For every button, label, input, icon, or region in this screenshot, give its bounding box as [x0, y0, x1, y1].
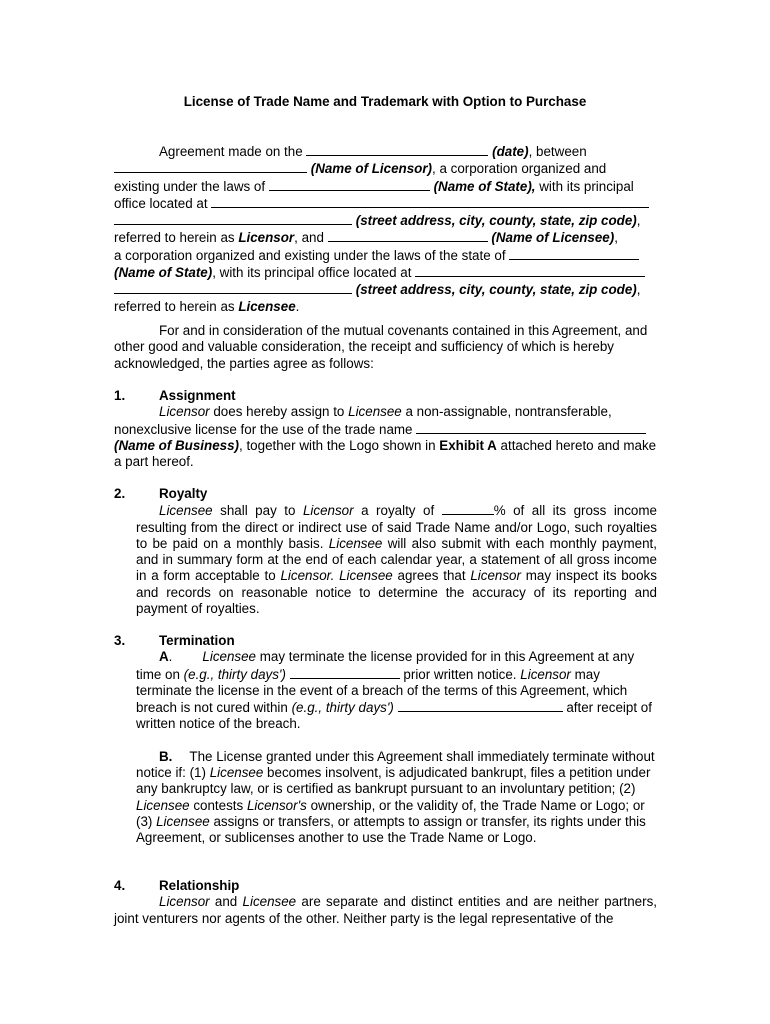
licensor-office-blank[interactable] [211, 195, 649, 208]
royalty-percent-blank[interactable] [442, 502, 494, 515]
licensor-name-blank[interactable] [114, 160, 307, 173]
section-relationship: 4. Relationship Licensor and Licensee are separate and distinct entities and are neither partners, joint venturers nor agents of the other. Neither party is the legal representative of the [114, 878, 657, 926]
licensee-name-blank[interactable] [328, 229, 488, 242]
section-assignment: 1. Assignment Licensor does hereby assign to Licensee a non-assignable, nontransferable, nonexclusive license for the use of the trade name (Name of Business), together with the Logo shown in Exhibit A attached hereto and make a part hereof. [114, 388, 657, 470]
section-heading: Royalty [159, 486, 208, 501]
document-title: License of Trade Name and Trademark with Option to Purchase [183, 94, 587, 109]
trade-name-blank[interactable] [416, 421, 646, 434]
section-royalty: 2. Royalty Licensee shall pay to Licensor a royalty of % of all its gross income resulting from the direct or indirect use of said Trade Name and/or Logo, such royalties to be paid on a monthly basis. Licensee will also submit with each monthly payment, and in summary form at the end of each calendar year, a statement of all gross income in a form acceptable to Licensor. Licensee agrees that Licensor may inspect its books and records on reasonable notice to determine the accuracy of its reporting and payment of royalties. [114, 486, 657, 617]
licensee-state-blank[interactable] [509, 247, 639, 260]
section-termination: 3. Termination A. Licensee may terminate the license provided for in this Agreement at any time on (e.g., thirty days') prior written notice. Licensor may terminate the license in the event of a breach of the terms of this Agreement, which breach is not cured within (e.g., thirty days') after receipt of written notice of the breach. B. The License granted under this Agreement shall immediately terminate without notice if: (1) Licensee becomes insolvent, is adjudicated bankrupt, files a petition under any bankruptcy law, or is certified as bankrupt pursuant to an involuntary petition; (2) Licensee contests Licensor's ownership, or the validity of, the Trade Name or Logo; or (3) Licensee assigns or transfers, or attempts to assign or transfer, its rights under this Agreement, or sublicenses another to use the Trade Name or Logo. [114, 633, 655, 846]
licensor-address-blank[interactable] [114, 212, 352, 225]
section-heading: Assignment [159, 388, 236, 403]
licensor-state-blank[interactable] [269, 178, 430, 191]
section-heading: Relationship [159, 878, 240, 893]
section-heading: Termination [159, 633, 235, 648]
consideration-paragraph: For and in consideration of the mutual covenants contained in this Agreement, and other good and valuable consideration, the receipt and sufficiency of which is hereby acknowledged, the parties agree as follows: [114, 323, 648, 371]
cure-days-blank[interactable] [398, 699, 563, 712]
licensee-address-blank[interactable] [114, 281, 352, 294]
licensee-office-blank[interactable] [415, 264, 645, 277]
notice-days-blank[interactable] [290, 666, 400, 679]
intro-paragraph: Agreement made on the (date), between (Name of Licensor), a corporation organized and existing under the laws of (Name of State), with its principal office located at (street address, city, county, state, zip code), referred to herein as Licensor, and (Name of Licensee), a corporation organized and existing under the laws of the state of (Name of State), with its principal office located at (street address, city, county, state, zip code), referred to herein as Licensee. [114, 143, 657, 315]
date-blank[interactable] [306, 143, 488, 156]
